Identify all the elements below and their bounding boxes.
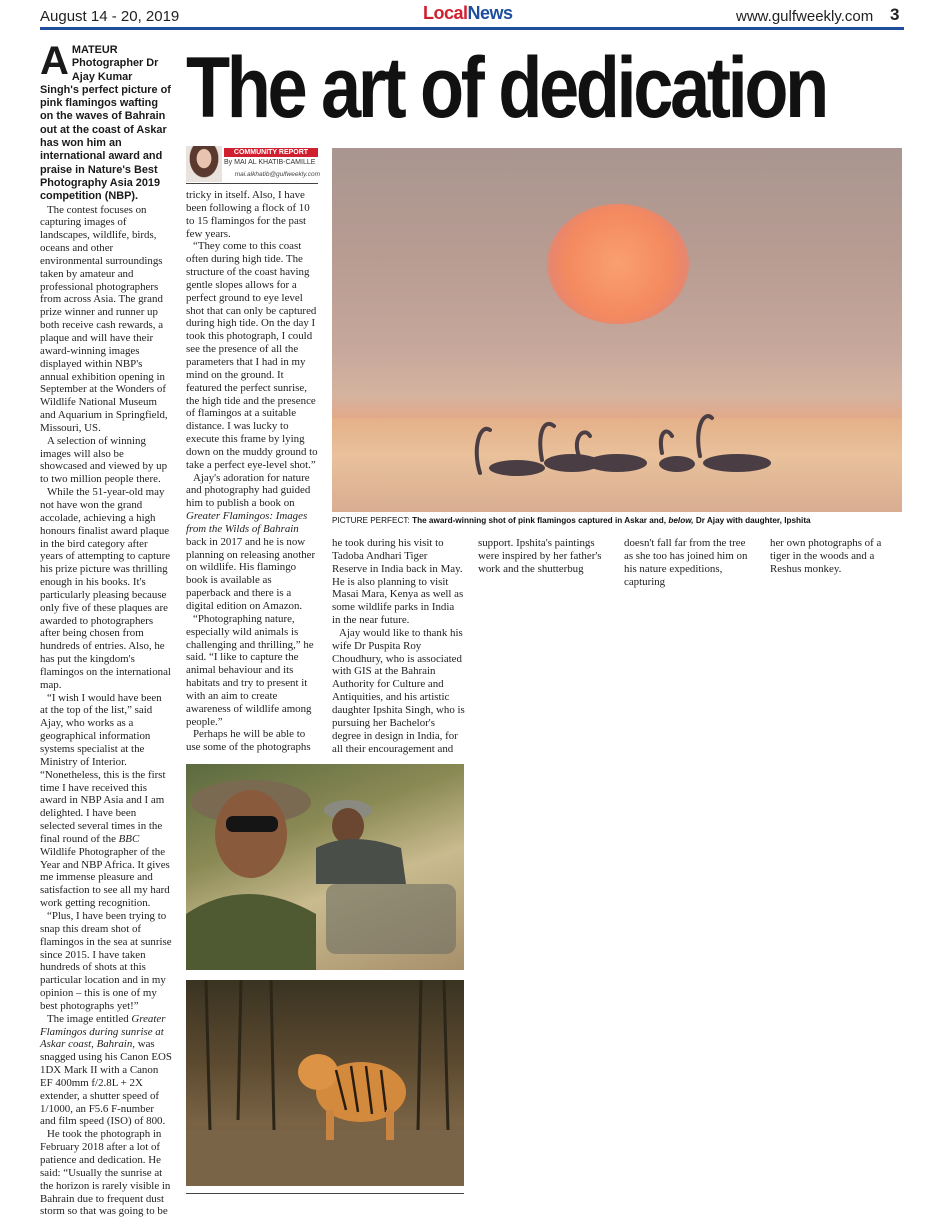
paragraph-italic: BBC xyxy=(118,832,140,845)
paragraph: her own photographs of a tiger in the woods and a Reshus monkey. xyxy=(770,537,882,575)
lead-text: MATEUR Photographer Dr Ajay Kumar Singh's perfect picture of pink flamingos wafting on the waves of Bahrain out at the coast of Askar has won him an international award and praise in Nature's Best Photography Asia 2019 competition (NBP). xyxy=(40,44,171,203)
caption-text: Dr Ajay with daughter, Ipshita xyxy=(695,516,811,525)
paragraph-text: Ajay's adoration for nature and photography had guided him to publish a book on xyxy=(186,471,311,510)
paragraph-text: The image entitled xyxy=(47,1012,129,1025)
article-headline: The art of dedication xyxy=(186,40,826,136)
author-name: By MAI AL KHATIB-CAMILLE xyxy=(224,159,316,166)
paragraph: While the 51-year-old may not have won the grand accolade, achieving a high honours finalist award plaque in the bird category after years of attempting to capture his prize picture was thrilling enough in his books. It's particularly pleasing because only five of these plaques are awarded to photographers after being chosen from hundreds of entries. Also, he has put the kingdom's flamingos on the international map. xyxy=(40,486,171,691)
paragraph-text: back in 2017 and he is now planning on releasing another on wildlife. His flamingo book is available as paperback and there is a digital edition on Amazon. xyxy=(186,535,316,612)
paragraph xyxy=(40,692,172,910)
article-column-4 xyxy=(478,537,611,576)
paragraph-italic: Greater Flamingos: Images from the Wilds of Bahrain xyxy=(186,510,308,535)
paragraph: support. Ipshita's paintings were inspired by her father's work and the shutterbug xyxy=(478,537,602,575)
paragraph-text: Wildlife Photographer of the Year and NBP Africa. It gives me immense pleasure and satisfaction to see all my hard work getting recognition. xyxy=(40,845,170,910)
section-logo-local: Local xyxy=(423,3,468,23)
tiger-photo xyxy=(186,980,464,1186)
ajay-and-daughter-photo xyxy=(186,764,464,970)
article-lead xyxy=(40,39,172,204)
issue-date: August 14 - 20, 2019 xyxy=(40,8,180,25)
paragraph: The contest focuses on capturing images of landscapes, wildlife, birds, oceans and other environmental surroundings taken by amateur and professional photographers from across Asia. The grand prize winner and runner up both receive cash rewards, a plaque and will have their award-winning images displayed within NBP's annual exhibition opening in September at the Wonders of Wildlife National Museum and Aquarium in Springfield, Missouri, US. xyxy=(40,203,168,434)
caption-label: PICTURE PERFECT: xyxy=(332,516,410,525)
paragraph: he took during his visit to Tadoba Andhari Tiger Reserve in India back in May. He is also planning to visit Masai Mara, Kenya as well as some wildlife parks in India in the near future. xyxy=(332,537,464,627)
flamingo-silhouettes xyxy=(332,148,902,512)
page-number: 3 xyxy=(890,5,900,24)
author-photo xyxy=(186,146,222,182)
page-header xyxy=(0,0,946,32)
article-column-3 xyxy=(332,537,465,755)
paragraph: “They come to this coast often during high tide. The structure of the coast having gentle slopes allows for a perfect ground to eye level shot that can only be captured during high tide. On the day I took this photograph, I could see the presence of all the parameters that I had in my mind on the ground. It featured the perfect sunrise, the high tide and the presence of flamingos at a suitable distance. I was lucky to execute this frame by lying down on the muddy ground to take a perfect eye-level shot.” xyxy=(186,240,318,471)
article-column-2 xyxy=(186,189,318,754)
section-logo xyxy=(423,3,513,24)
flamingo-sunrise-photo xyxy=(332,148,902,512)
header-divider xyxy=(40,27,904,30)
paragraph xyxy=(40,1013,172,1129)
website-link[interactable]: www.gulfweekly.com xyxy=(736,8,874,25)
section-logo-news: News xyxy=(467,3,513,23)
community-report-tag: COMMUNITY REPORT xyxy=(224,148,318,157)
paragraph: Perhaps he will be able to use some of the photographs xyxy=(186,728,311,754)
caption-italic: below, xyxy=(668,516,694,525)
paragraph: He took the photograph in February 2018 after a lot of patience and dedication. He said: “Usually the sunrise at the horizon is rarely visible in Bahrain due to frequent dust storm so that was going to be xyxy=(40,1128,171,1218)
selfie-illustration xyxy=(186,764,464,970)
bottom-divider xyxy=(186,1193,464,1194)
byline xyxy=(186,146,318,186)
article-column-5 xyxy=(624,537,757,588)
photo-caption xyxy=(332,516,902,525)
tiger-illustration xyxy=(186,980,464,1186)
paragraph-italic: Greater Flamingos during sunrise at Askar coast, Bahrain, xyxy=(40,1012,166,1051)
paragraph xyxy=(186,472,318,613)
paragraph: A selection of winning images will also be showcased and viewed by up to two million people there. xyxy=(40,434,168,486)
paragraph-text: “I wish I would have been at the top of the list,” said Ajay, who works as a geographical information systems specialist at the Ministry of Interior. “Nonetheless, this is the first time I have received this award in NBP Asia and I am delighted. I have been selected several times in the final round of the xyxy=(40,691,166,845)
paragraph-text: was snagged using his Canon EOS 1DX Mark II with a Canon EF 400mm f/2.8L + 2X extender, a shutter speed of 1/1000, an F5.6 F-number and film speed (ISO) of 800. xyxy=(40,1038,172,1128)
paragraph: doesn't fall far from the tree as she too has joined him on his nature expeditions, capturing xyxy=(624,537,748,588)
caption-text: The award-winning shot of pink flamingos captured in Askar and, xyxy=(412,516,667,525)
article-column-1 xyxy=(40,39,172,1218)
paragraph: “Plus, I have been trying to snap this dream shot of flamingos in the sea at sunrise since 2015. I have taken hundreds of shots at this particular location and in my opinion – this is one of my best photographs yet!” xyxy=(40,909,172,1012)
article-column-6 xyxy=(770,537,903,576)
drop-cap: A xyxy=(40,39,69,83)
column-1-body xyxy=(40,204,172,1218)
author-email[interactable]: mai.alkhatib@gulfweekly.com xyxy=(234,171,320,178)
byline-divider xyxy=(186,183,318,184)
paragraph: “Photographing nature, especially wild animals is challenging and thrilling,” he said. “I like to capture the animal behaviour and its habitats and try to present it with an aim to create awareness of wildlife among people.” xyxy=(186,612,314,728)
paragraph: tricky in itself. Also, I have been following a flock of 10 to 15 flamingos for the past few years. xyxy=(186,189,310,240)
paragraph: Ajay would like to thank his wife Dr Puspita Roy Choudhury, who is associated with GIS at the Bahrain Authority for Culture and Antiquities, and his artistic daughter Ipshita Singh, who is pursuing her Bachelor's degree in design in India, for all their encouragement and xyxy=(332,626,465,755)
